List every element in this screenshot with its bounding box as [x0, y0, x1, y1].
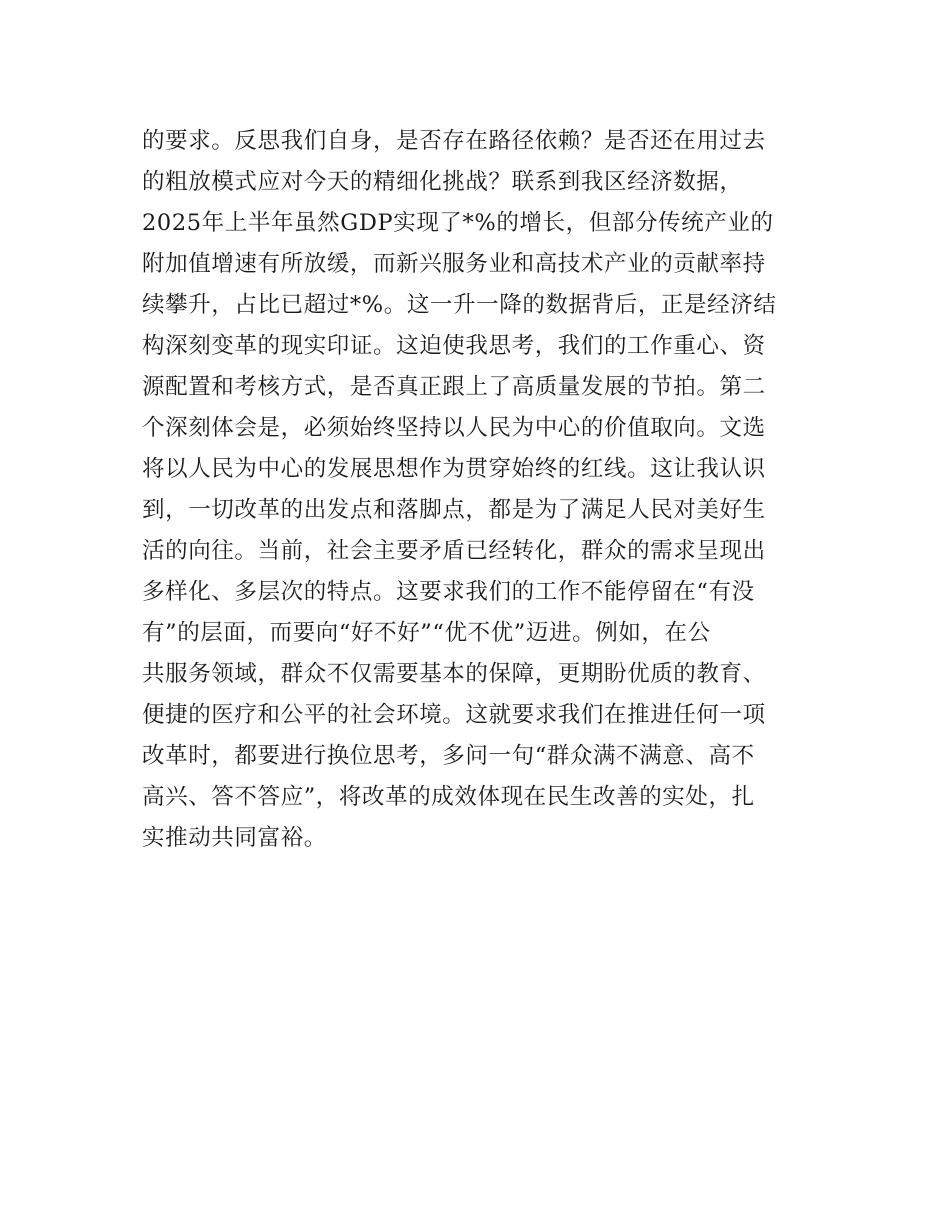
text-line: 有”的层面，而要向“好不好”“优不优”迈进。例如，在公	[142, 620, 711, 646]
text-line: 2025年上半年虽然GDP实现了*%的增长，但部分传统产业的	[142, 210, 774, 236]
text-line: 构深刻变革的现实印证。这迫使我思考，我们的工作重心、资	[142, 333, 766, 359]
text-line: 共服务领域，群众不仅需要基本的保障，更期盼优质的教育、	[142, 661, 766, 687]
text-line: 将以人民为中心的发展思想作为贯穿始终的红线。这让我认识	[142, 456, 766, 482]
text-line: 高兴、答不答应”，将改革的成效体现在民生改善的实处，扎	[142, 784, 755, 810]
text-line: 附加值增速有所放缓，而新兴服务业和高技术产业的贡献率持	[142, 251, 766, 277]
text-line: 个深刻体会是，必须始终坚持以人民为中心的价值取向。文选	[142, 415, 766, 441]
text-line: 源配置和考核方式，是否真正跟上了高质量发展的节拍。第二	[142, 374, 766, 400]
text-line: 到，一切改革的出发点和落脚点，都是为了满足人民对美好生	[142, 497, 766, 523]
text-line: 改革时，都要进行换位思考，多问一句“群众满不满意、高不	[142, 743, 755, 769]
text-line: 的要求。反思我们自身，是否存在路径依赖？是否还在用过去	[142, 128, 766, 154]
text-line: 实推动共同富裕。	[142, 825, 327, 851]
text-line: 的粗放模式应对今天的精细化挑战？联系到我区经济数据，	[142, 169, 743, 195]
text-line: 多样化、多层次的特点。这要求我们的工作不能停留在“有没	[142, 579, 755, 605]
text-line: 续攀升，占比已超过*%。这一升一降的数据背后，正是经济结	[142, 292, 777, 318]
text-line: 便捷的医疗和公平的社会环境。这就要求我们在推进任何一项	[142, 702, 766, 728]
text-line: 活的向往。当前，社会主要矛盾已经转化，群众的需求呈现出	[142, 538, 766, 564]
body-paragraph	[142, 121, 822, 859]
